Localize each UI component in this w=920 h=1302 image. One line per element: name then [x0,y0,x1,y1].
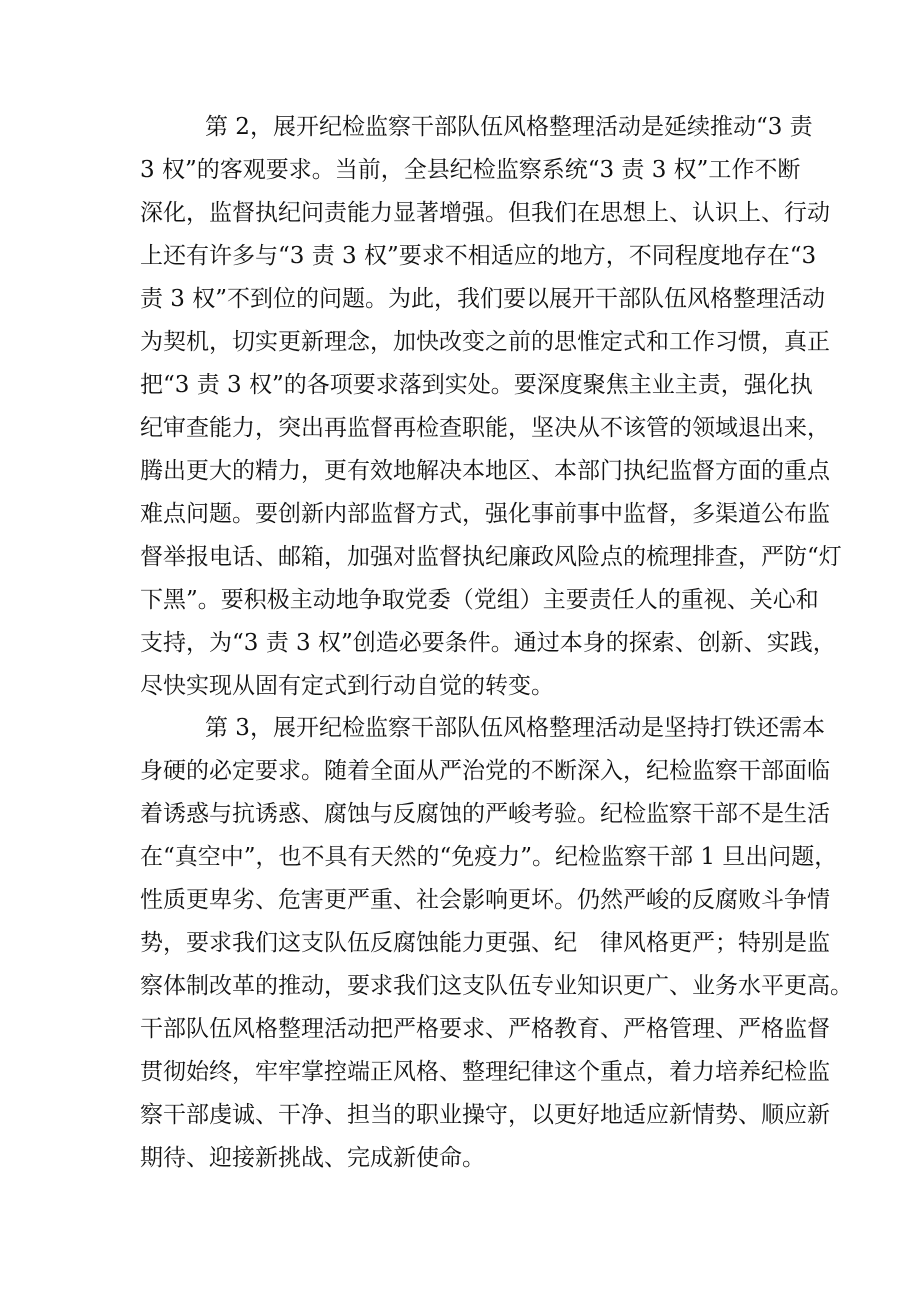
paragraph-line: 腾出更大的精力，更有效地解决本地区、本部门执纪监督方面的重点 [140,458,830,484]
paragraph-line: 尽快实现从固有定式到行动自觉的转变。 [140,673,554,699]
paragraph-line: 期待、迎接新挑战、完成新使命。 [140,1145,485,1171]
paragraph-line: 干部队伍风格整理活动把严格要求、严格教育、严格管理、严格监督 [140,1016,830,1042]
paragraph-line: 把“3 责 3 权”的各项要求落到实处。要深度聚焦主业主责，强化执 [140,372,813,398]
paragraph-line: 为契机，切实更新理念，加快改变之前的思惟定式和工作习惯，真正 [140,329,830,355]
paragraph-line: 第 3，展开纪检监察干部队伍风格整理活动是坚持打铁还需本 [205,715,825,741]
paragraph-line: 督举报电话、邮箱，加强对监督执纪廉政风险点的梳理排查，严防“灯 [140,544,842,570]
paragraph-line: 上还有许多与“3 责 3 权”要求不相适应的地方，不同程度地存在“3 [140,243,817,269]
paragraph-line: 3 权”的客观要求。当前，全县纪检监察系统“3 责 3 权”工作不断 [140,157,801,183]
paragraph-line: 下黑”。要积极主动地争取党委（党组）主要责任人的重视、关心和 [140,587,819,613]
paragraph-line: 支持，为“3 责 3 权”创造必要条件。通过本身的探索、创新、实践， [140,630,836,656]
paragraph-line: 难点问题。要创新内部监督方式，强化事前事中监督，多渠道公布监 [140,501,830,527]
paragraph-line: 在“真空中”，也不具有天然的“免疫力”。纪检监察干部 1 旦出问题， [140,844,838,870]
paragraph-line: 纪审查能力，突出再监督再检查职能，坚决从不该管的领域退出来， [140,415,830,441]
paragraph-line: 察体制改革的推动，要求我们这支队伍专业知识更广、业务水平更高。 [140,973,853,999]
paragraph-line: 第 2，展开纪检监察干部队伍风格整理活动是延续推动“3 责 [205,114,813,140]
paragraph-line: 深化，监督执纪问责能力显著增强。但我们在思想上、认识上、行动 [140,200,830,226]
paragraph-line: 贯彻始终，牢牢掌控端正风格、整理纪律这个重点，着力培养纪检监 [140,1059,830,1085]
paragraph-line: 性质更卑劣、危害更严重、社会影响更坏。仍然严峻的反腐败斗争情 [140,887,830,913]
paragraph-line: 身硬的必定要求。随着全面从严治党的不断深入，纪检监察干部面临 [140,758,830,784]
paragraph-line: 着诱惑与抗诱惑、腐蚀与反腐蚀的严峻考验。纪检监察干部不是生活 [140,801,830,827]
paragraph-line: 势，要求我们这支队伍反腐蚀能力更强、纪 律风格更严；特别是监 [140,930,830,956]
paragraph-line: 察干部虔诚、干净、担当的职业操守，以更好地适应新情势、顺应新 [140,1102,830,1128]
paragraph-line: 责 3 权”不到位的问题。为此，我们要以展开干部队伍风格整理活动 [140,286,826,312]
